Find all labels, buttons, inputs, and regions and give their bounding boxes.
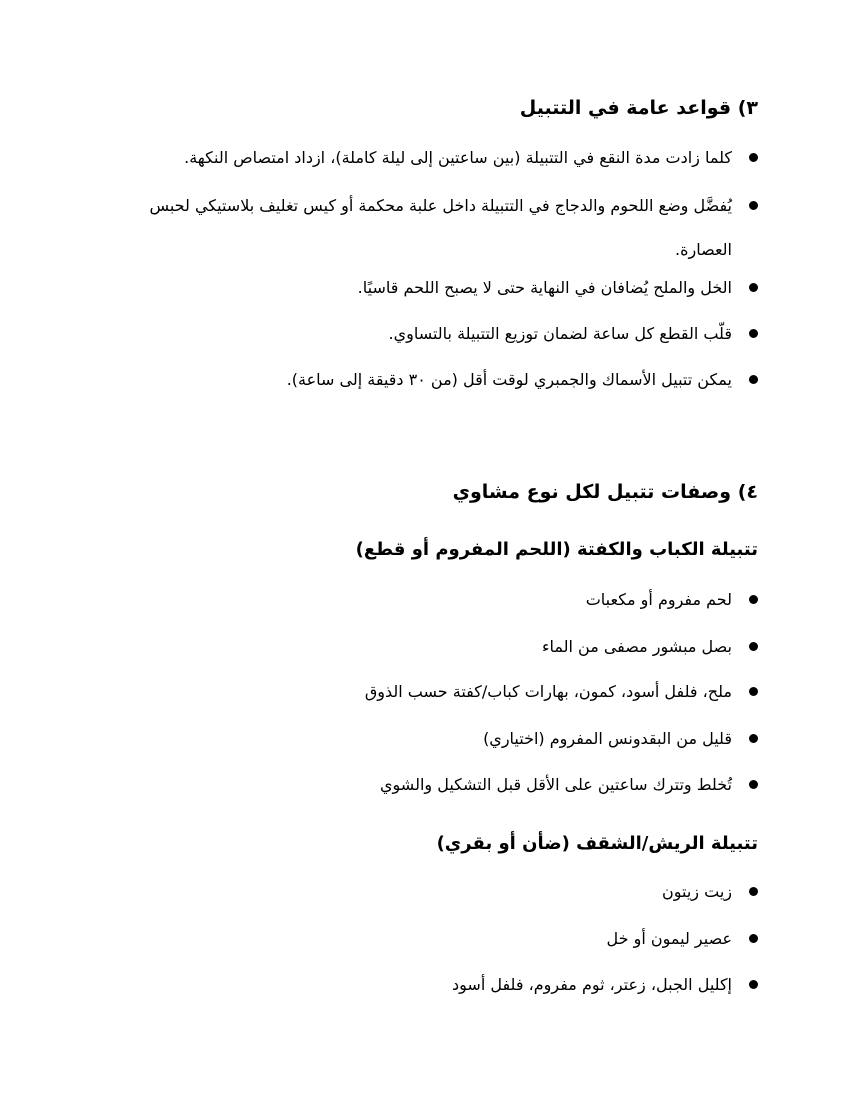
bullet-icon: [749, 887, 758, 896]
list-item: [118, 870, 758, 914]
list-item: [118, 136, 758, 180]
bullet-icon: [749, 201, 758, 210]
list-item: [118, 358, 758, 402]
bullet-icon: [749, 734, 758, 743]
list-item: [118, 312, 758, 356]
section-4-heading: ٤) وصفات تتبيل لكل نوع مشاوي: [452, 481, 758, 503]
section-3-heading: ٣) قواعد عامة في التتبيل: [519, 97, 758, 119]
bullet-icon: [749, 980, 758, 989]
list-item: [118, 717, 758, 761]
bullet-icon: [749, 642, 758, 651]
bullet-icon: [749, 375, 758, 384]
list-item-text: قليل من البقدونس المفروم (اختياري): [483, 729, 732, 748]
bullet-icon: [749, 934, 758, 943]
list-item: [118, 578, 758, 622]
bullet-icon: [749, 283, 758, 292]
list-item-text: كلما زادت مدة النقع في التتبيلة (بين ساعتين إلى ليلة كاملة)، ازداد امتصاص النكهة.: [184, 148, 732, 167]
list-item: [118, 266, 758, 310]
list-item: [118, 917, 758, 961]
bullet-icon: [749, 687, 758, 696]
list-item: [118, 963, 758, 1007]
list-item-text: قلّب القطع كل ساعة لضمان توزيع التتبيلة بالتساوي.: [388, 324, 732, 343]
bullet-icon: [749, 595, 758, 604]
list-item-text: يُفضَّل وضع اللحوم والدجاج في التتبيلة داخل علبة محكمة أو كيس تغليف بلاستيكي لحبس العصارة.: [149, 196, 732, 259]
ribs-subheading: تتبيلة الريش/الشقف (ضأن أو بقري): [436, 833, 758, 854]
bullet-icon: [749, 153, 758, 162]
list-item-text: تُخلط وتترك ساعتين على الأقل قبل التشكيل والشوي: [380, 775, 732, 794]
list-item-text: لحم مفروم أو مكعبات: [585, 590, 732, 609]
bullet-icon: [749, 780, 758, 789]
list-item: [118, 670, 758, 714]
list-item-text: ملح، فلفل أسود، كمون، بهارات كباب/كفتة حسب الذوق: [364, 682, 732, 701]
list-item-text: يمكن تتبيل الأسماك والجمبري لوقت أقل (من ٣٠ دقيقة إلى ساعة).: [286, 370, 732, 389]
list-item: [118, 625, 758, 669]
kebab-subheading: تتبيلة الكباب والكفتة (اللحم المفروم أو قطع): [355, 539, 758, 560]
list-item-text: عصير ليمون أو خل: [606, 929, 732, 948]
list-item-text: زيت زيتون: [662, 882, 732, 901]
list-item-text: الخل والملح يُضافان في النهاية حتى لا يصبح اللحم قاسيًا.: [357, 278, 732, 297]
list-item-text: إكليل الجبل، زعتر، ثوم مفروم، فلفل أسود: [452, 975, 732, 994]
list-item-text: بصل مبشور مصفى من الماء: [541, 637, 732, 656]
list-item: [118, 763, 758, 807]
bullet-icon: [749, 329, 758, 338]
list-item: [113, 184, 758, 272]
